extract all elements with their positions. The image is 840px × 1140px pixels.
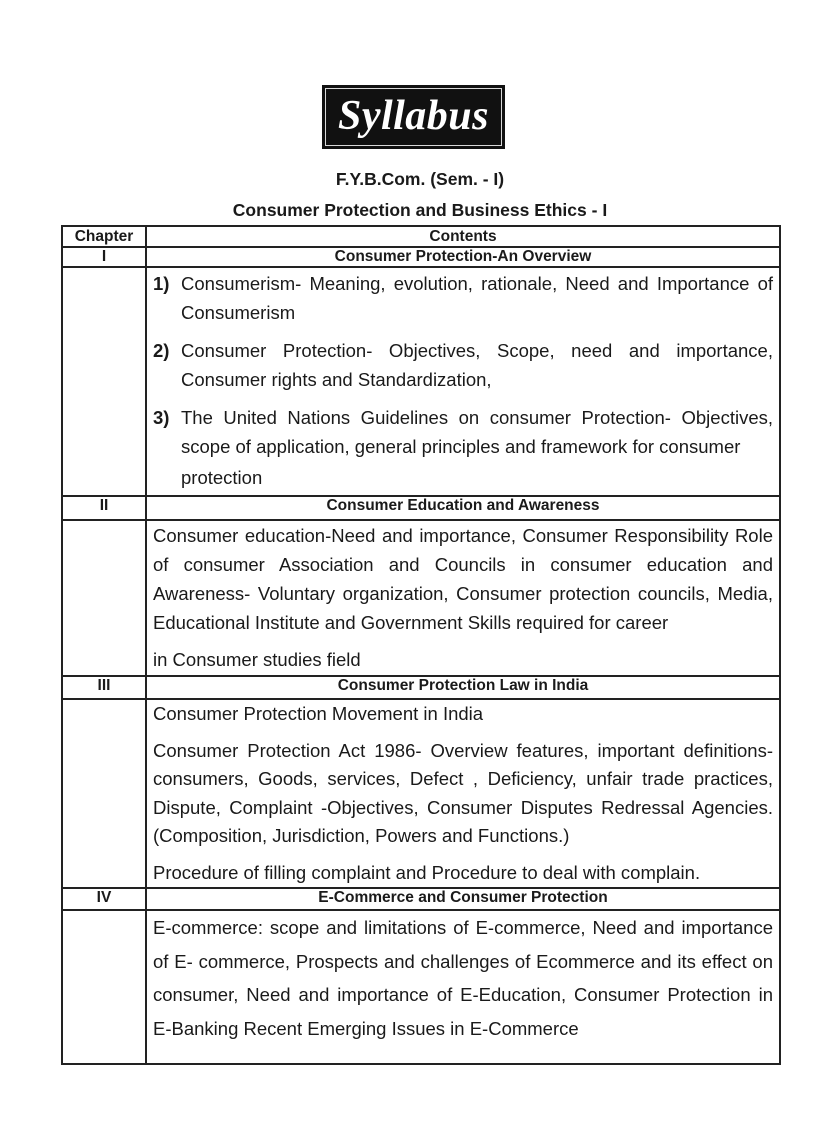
course-name: F.Y.B.Com. (Sem. - I) — [335, 169, 505, 189]
chapter-content — [146, 267, 780, 496]
chapter-title: E-Commerce and Consumer Protection — [146, 888, 780, 910]
syllabus-title-badge-frame — [325, 88, 502, 146]
topic-text-continuation: protection — [181, 467, 263, 488]
chapter-content — [146, 520, 780, 676]
content-paragraph: Consumer Protection Movement in India — [153, 703, 484, 724]
topic-number: 3) — [153, 407, 170, 428]
chapter-number-empty-cell — [62, 520, 146, 676]
topic-number: 2) — [153, 340, 170, 361]
syllabus-table — [61, 225, 781, 1065]
chapter-header-row — [62, 888, 780, 910]
chapter-content — [146, 910, 780, 1064]
chapter-content-row — [62, 699, 780, 888]
topic-item — [153, 270, 773, 327]
chapter-number: III — [62, 676, 146, 699]
chapter-number: II — [62, 496, 146, 520]
chapter-title: Consumer Protection Law in India — [146, 676, 780, 699]
syllabus-title-badge — [322, 85, 505, 149]
chapter-header-row — [62, 676, 780, 699]
chapter-content-row — [62, 910, 780, 1064]
topic-item — [153, 404, 773, 495]
content-paragraph: Procedure of filling complaint and Procedure to deal with complain. — [153, 861, 701, 883]
chapter-content-row — [62, 267, 780, 496]
topic-text: Consumer Protection- Objectives, Scope, need and importance, Consumer rights and Standardization, — [181, 340, 773, 390]
chapter-title: Consumer Education and Awareness — [146, 496, 780, 520]
content-paragraph: Consumer Protection Act 1986- Overview features, important definitions-consumers, Goods, services, Defect , Deficiency, unfair trade practices, Dispute, Complaint -Objectives, Consumer Disputes Redressal Agencies. (Composition, Jurisdiction, Powers and Functions.) — [153, 739, 773, 846]
chapter-number: I — [62, 247, 146, 267]
chapter-header-row — [62, 247, 780, 267]
topic-text: The United Nations Guidelines on consumer Protection- Objectives, scope of application, general principles and framework for consumer — [181, 407, 773, 457]
topic-item — [153, 337, 773, 394]
column-header-contents: Contents — [146, 226, 780, 247]
content-paragraph: in Consumer studies field — [153, 649, 361, 670]
syllabus-title: Syllabus — [337, 93, 490, 139]
topic-number: 1) — [153, 273, 170, 294]
table-header-row — [62, 226, 780, 247]
topic-text: Consumerism- Meaning, evolution, rationale, Need and Importance of Consumerism — [181, 273, 773, 323]
chapter-content-row — [62, 520, 780, 676]
chapter-content — [146, 699, 780, 888]
chapter-title: Consumer Protection-An Overview — [146, 247, 780, 267]
chapter-header-row — [62, 496, 780, 520]
chapter-number-empty-cell — [62, 699, 146, 888]
column-header-chapter: Chapter — [62, 226, 146, 247]
paper-title: Consumer Protection and Business Ethics - I — [232, 200, 608, 220]
content-paragraph: Consumer education-Need and importance, Consumer Responsibility Role of consumer Association and Councils in consumer education and Awareness- Voluntary organization, Consumer protection councils, Media, Educational Institute and Government Skills required for career — [153, 525, 773, 633]
content-paragraph: E-commerce: scope and limitations of E-commerce, Need and importance of E- commerce, Prospects and challenges of Ecommerce and its effect on consumer, Need and importance of E-Education, Consumer Protection in E-Banking Recent Emerging Issues in E-Commerce — [153, 917, 773, 1039]
topic-list — [153, 270, 773, 495]
chapter-number-empty-cell — [62, 267, 146, 496]
chapter-number-empty-cell — [62, 910, 146, 1064]
chapter-number: IV — [62, 888, 146, 910]
